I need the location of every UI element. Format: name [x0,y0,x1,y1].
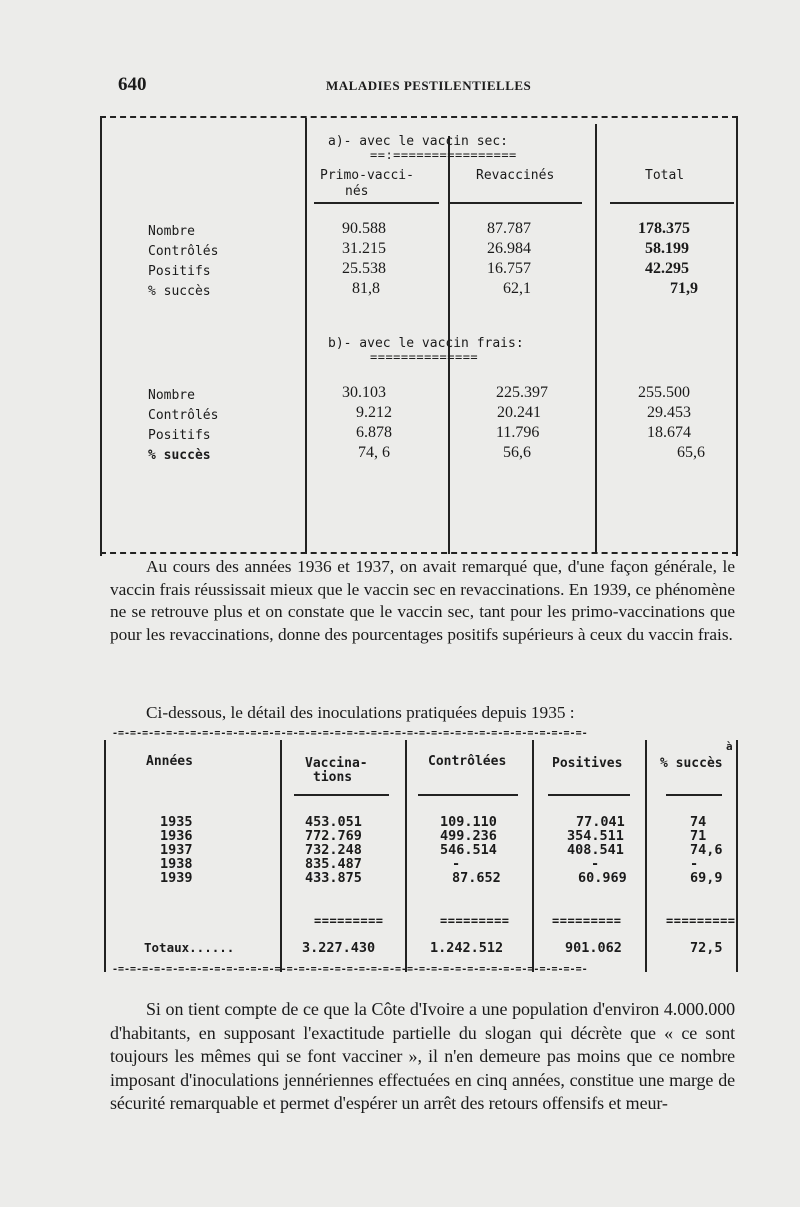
col-header-succes-mark: à [726,740,733,753]
table2-left-border [104,740,106,972]
total-vaccinations: 3.227.430 [302,940,376,956]
page-number: 640 [118,74,147,95]
cell-pct: 71 [690,828,707,844]
cell-positives: 77.041 [576,814,625,830]
cell-revacc: 56,6 [503,444,531,461]
col-divider-3 [595,124,597,554]
table-left-border [100,118,102,556]
row-label: Positifs [148,428,211,443]
vaccination-table-1 [100,112,740,560]
cell-controlees: 109.110 [440,814,497,830]
table-top-border [100,116,738,118]
col-header-primo-2: nés [345,184,369,199]
cell-controlees: 546.514 [440,842,497,858]
cell-primo: 74, 6 [358,444,390,461]
inoculations-table [100,728,740,978]
table-right-border [736,118,738,556]
table2-bottom-border: -=-=-=-=-=-=-=-=-=-=-=-=-=-=-=-=-=-=-=-=-=-=-=-=-=-=-=-=-=-=-=-=-=-=-=-=-=-=-=- [112,964,588,975]
col-header-primo: Primo-vacci- [320,168,414,183]
header-rule-total [610,202,734,204]
cell-revacc: 62,1 [503,280,531,297]
page-header [118,74,738,96]
row-label: Contrôlés [148,244,219,259]
row-label: Positifs [148,264,211,279]
section-a-title: a)- avec le vaccin sec: [328,134,509,149]
table2-col-divider-4 [645,740,647,972]
cell-primo: 9.212 [356,404,392,421]
section-b-title: b)- avec le vaccin frais: [328,336,524,351]
cell-pct: - [690,856,699,872]
cell-total: 71,9 [670,280,698,297]
cell-vaccinations: 433.875 [305,870,362,886]
table2-col-divider-2 [405,740,407,972]
header-rule-vacc [294,794,389,796]
header-rule-contr [418,794,518,796]
col-header-vaccinations: Vaccina- [305,756,368,771]
header-rule-revacc [450,202,582,204]
cell-total: 42.295 [645,260,689,277]
running-title: MALADIES PESTILENTIELLES [326,78,532,93]
cell-total: 178.375 [638,220,690,237]
total-positives: 901.062 [565,940,622,956]
header-rule-pos [548,794,630,796]
cell-annee: 1936 [160,828,193,844]
paragraph-1: Au cours des années 1936 et 1937, on avait remarqué que, d'une façon générale, le vaccin frais réussissait mieux que le vaccin sec en revaccinations. En 1939, ce phénomène ne se retrouve plus et on constate que le vaccin sec, tant pour les primo-vaccinations que pour les revaccinations, donne des pourcentages positifs supérieurs à ceux du vaccin frais. [110,557,735,644]
cell-annee: 1938 [160,856,193,872]
cell-total: 18.674 [647,424,691,441]
cell-total: 58.199 [645,240,689,257]
cell-revacc: 11.796 [496,424,540,441]
cell-pct: 74 [690,814,707,830]
col-header-revacc: Revaccinés [476,168,555,183]
cell-primo: 30.103 [342,384,386,401]
total-pct: 72,5 [690,940,723,956]
cell-pct: 74,6 [690,842,723,858]
cell-positives: 60.969 [578,870,627,886]
paragraph-3: Si on tient compte de ce que la Côte d'Ivoire a une population d'environ 4.000.000 d'habitants, en supposant l'exactitude partielle du slogan qui décrète que « ce sont toujours les mêmes qui se font vacciner », il n'en demeure pas moins que ce nombre imposant d'inoculations jennériennes effectuées en cinq années, constitue une marge de sécurité remarquable et permet d'espérer un arrêt des retours offensifs et meur- [110,999,735,1113]
row-label: % succès [148,284,211,299]
cell-positives: 408.541 [567,842,624,858]
cell-total: 65,6 [677,444,705,461]
total-controlees: 1.242.512 [430,940,504,956]
cell-vaccinations: 772.769 [305,828,362,844]
col-header-vaccinations-2: tions [313,770,353,785]
cell-annee: 1939 [160,870,193,886]
col-header-total: Total [645,168,685,183]
double-rule-vacc: ========= [314,914,384,928]
cell-primo: 31.215 [342,240,386,257]
double-rule-pct: ========= [666,914,736,928]
cell-controlees: 499.236 [440,828,497,844]
double-rule-pos: ========= [552,914,622,928]
row-label: Contrôlés [148,408,219,423]
section-a-underline: ==:================ [370,148,517,162]
header-rule-pct [666,794,722,796]
col-divider-1 [305,118,307,554]
col-header-succes: % succès [660,756,723,771]
cell-revacc: 87.787 [487,220,531,237]
cell-revacc: 26.984 [487,240,531,257]
double-rule-contr: ========= [440,914,510,928]
col-header-controlees: Contrôlées [428,754,507,769]
cell-revacc: 16.757 [487,260,531,277]
table2-right-border [736,740,738,972]
table2-col-divider-1 [280,740,282,972]
cell-primo: 6.878 [356,424,392,441]
cell-controlees: 87.652 [452,870,501,886]
cell-revacc: 20.241 [497,404,541,421]
totals-label: Totaux...... [144,940,235,955]
table2-col-divider-3 [532,740,534,972]
section-b-underline: ============== [370,350,479,364]
paragraph-2: Ci-dessous, le détail des inoculations pratiquées depuis 1935 : [146,703,575,722]
cell-vaccinations: 732.248 [305,842,362,858]
table-bottom-border [100,552,738,554]
cell-total: 29.453 [647,404,691,421]
cell-primo: 25.538 [342,260,386,277]
cell-pct: 69,9 [690,870,723,886]
row-label: Nombre [148,224,195,239]
row-label: % succès [148,448,211,463]
cell-revacc: 225.397 [496,384,548,401]
header-rule-primo [314,202,439,204]
cell-primo: 90.588 [342,220,386,237]
cell-primo: 81,8 [352,280,380,297]
cell-annee: 1937 [160,842,193,858]
cell-vaccinations: 835.487 [305,856,362,872]
row-label: Nombre [148,388,195,403]
table2-top-border: -=-=-=-=-=-=-=-=-=-=-=-=-=-=-=-=-=-=-=-=-=-=-=-=-=-=-=-=-=-=-=-=-=-=-=-=-=-=-=- [112,728,588,739]
cell-positives: - [591,856,600,872]
col-header-annees: Années [146,754,193,769]
cell-controlees: - [452,856,461,872]
cell-vaccinations: 453.051 [305,814,362,830]
cell-total: 255.500 [638,384,690,401]
cell-positives: 354.511 [567,828,624,844]
cell-annee: 1935 [160,814,193,830]
col-header-positives: Positives [552,756,623,771]
